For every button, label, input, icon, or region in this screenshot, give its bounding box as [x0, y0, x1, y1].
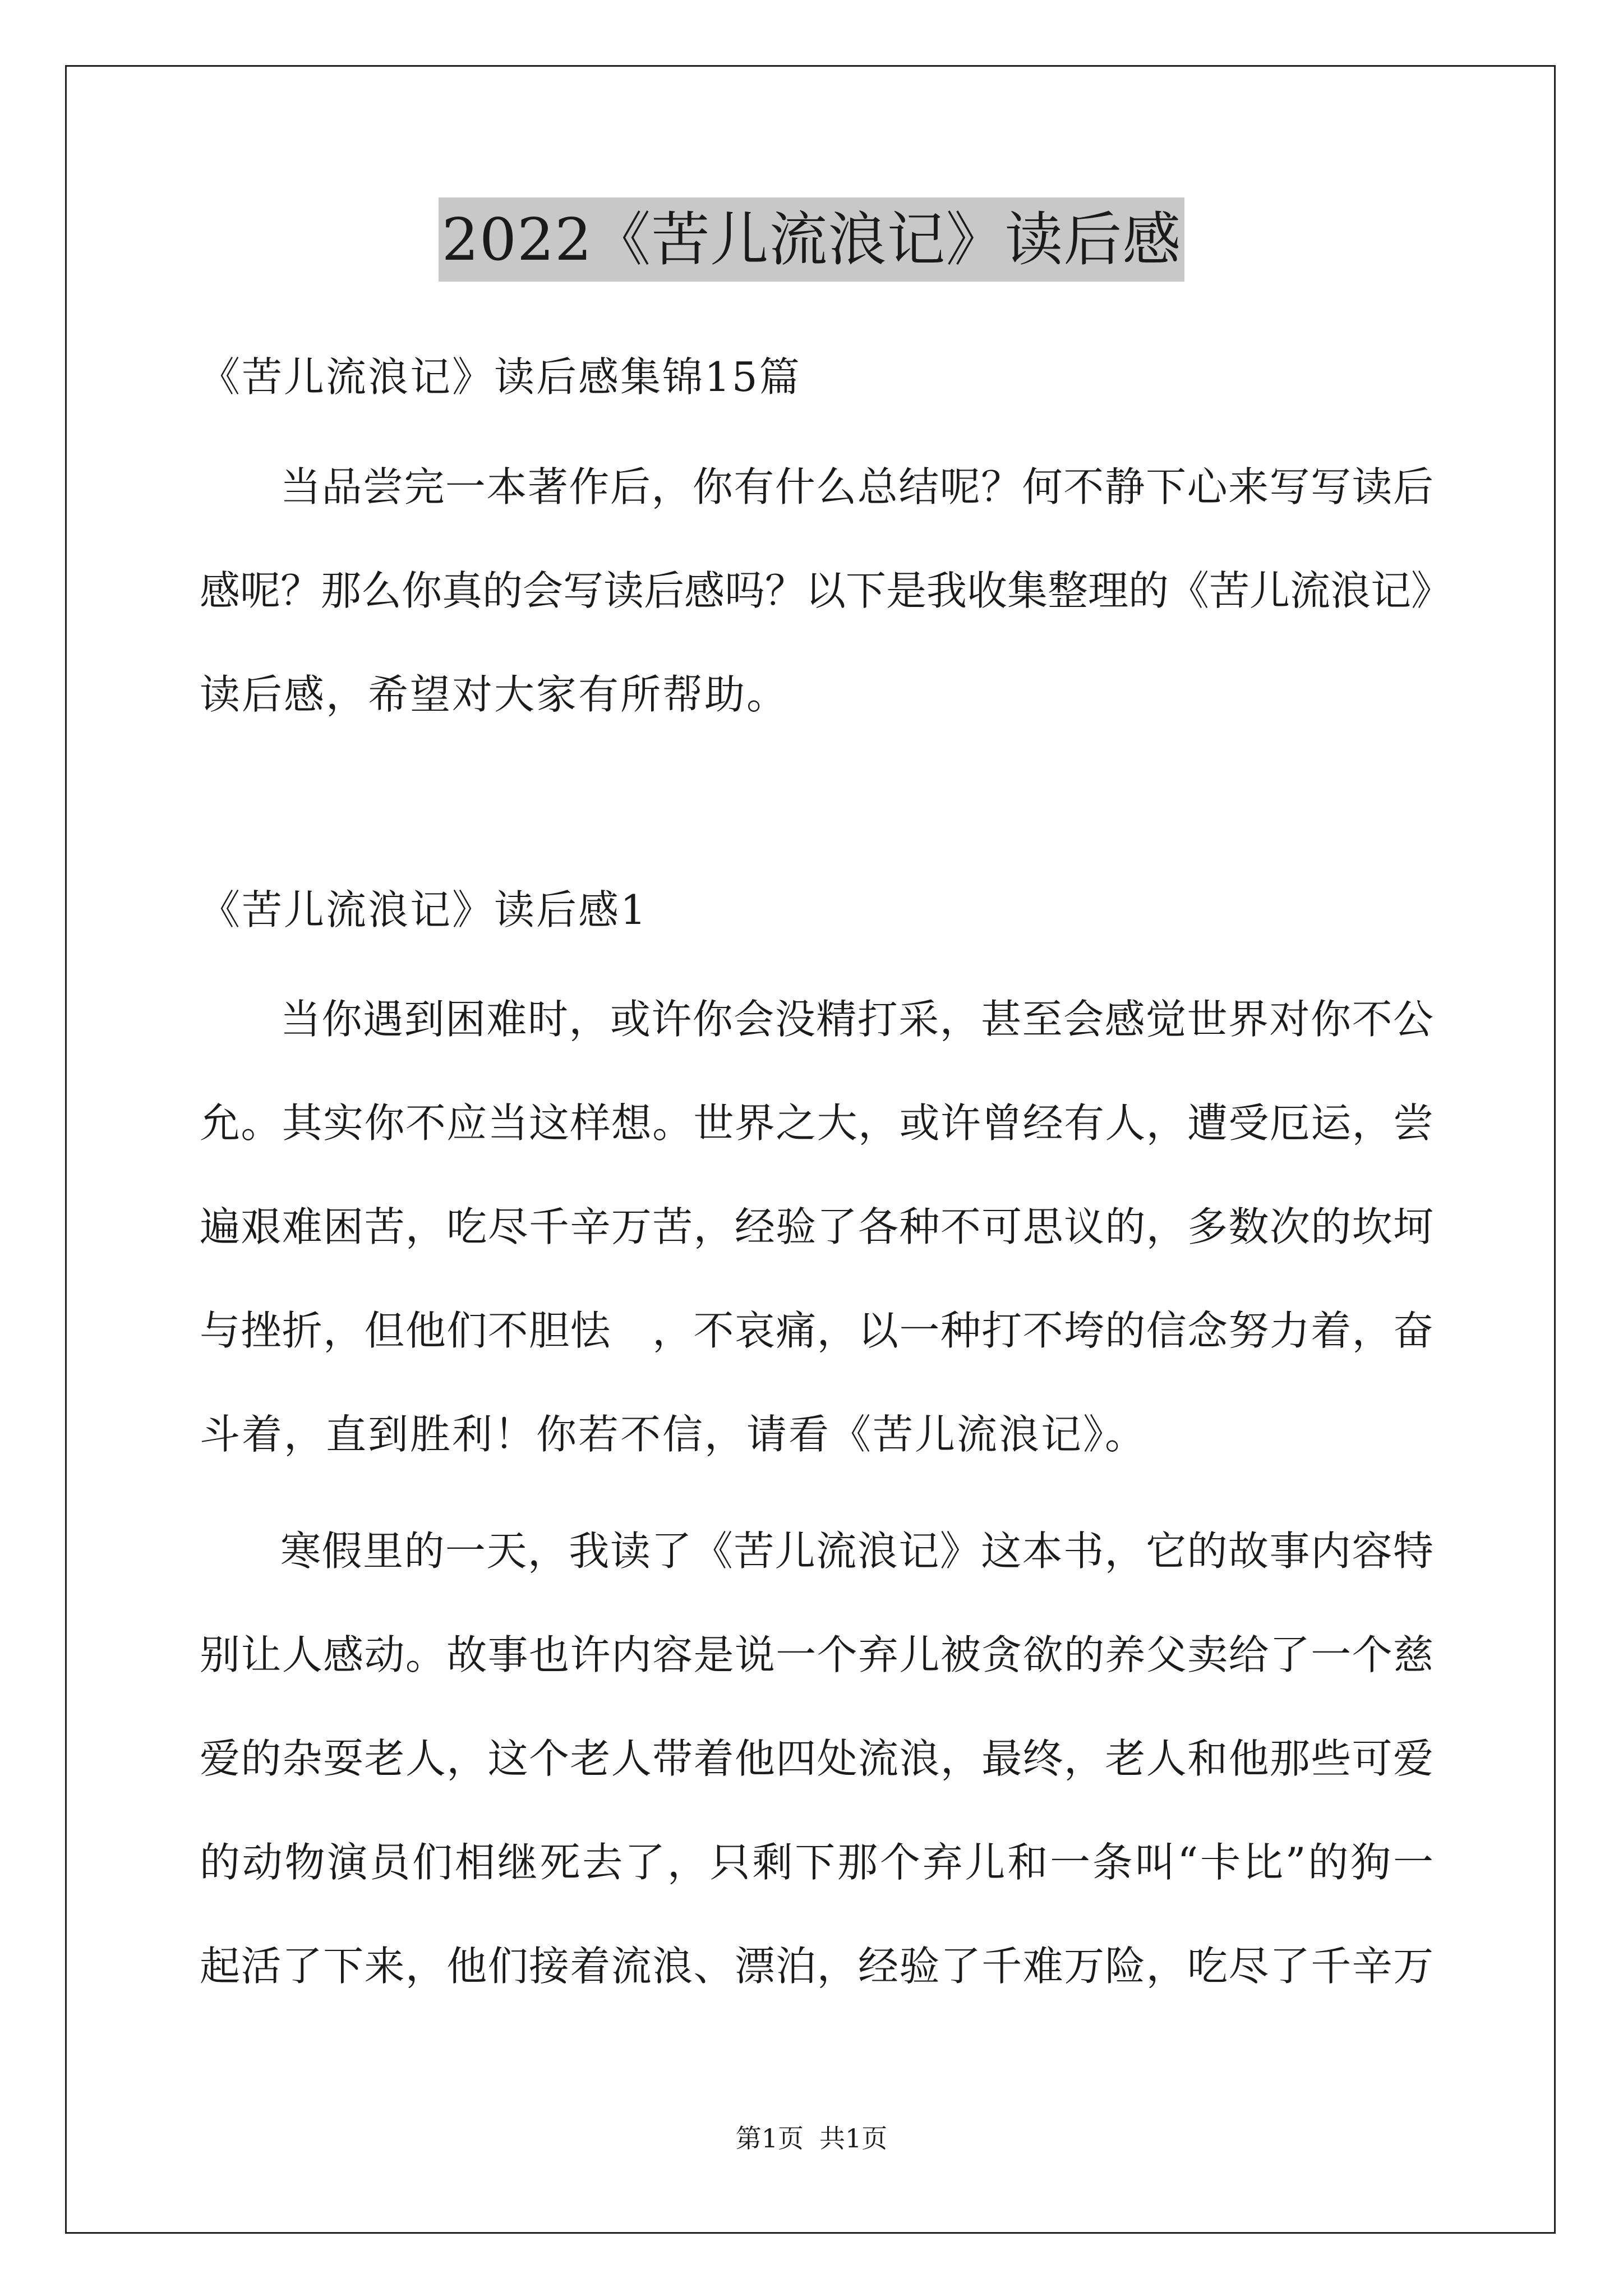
page-footer [0, 2122, 1623, 2155]
section-heading: 《苦儿流浪记》读后感1 [200, 886, 648, 933]
intro-line-1: 当品尝完一本著作后，你有什么总结呢？何不静下心来写写读后 [280, 463, 1433, 510]
document-subtitle: 《苦儿流浪记》读后感集锦15篇 [200, 353, 801, 401]
document-title: 2022《苦儿流浪记》读后感 [439, 197, 1185, 282]
paragraph1-line-4: 与挫折，但他们不胆怯 ，不哀痛，以一种打不垮的信念努力着，奋 [200, 1307, 1433, 1354]
paragraph2-line-5: 起活了下来，他们接着流浪、漂泊，经验了千难万险，吃尽了千辛万 [200, 1943, 1433, 1990]
paragraph2-line-1: 寒假里的一天，我读了《苦儿流浪记》这本书，它的故事内容特 [280, 1527, 1433, 1575]
paragraph1-line-1: 当你遇到困难时，或许你会没精打采，甚至会感觉世界对你不公 [280, 996, 1433, 1043]
title-container [0, 197, 1623, 282]
paragraph2-line-3: 爱的杂耍老人，这个老人带着他四处流浪，最终，老人和他那些可爱 [200, 1735, 1433, 1782]
intro-line-2: 感呢？那么你真的会写读后感吗？以下是我收集整理的《苦儿流浪记》 [200, 567, 1452, 614]
paragraph2-line-4: 的动物演员们相继死去了，只剩下那个弃儿和一条叫“卡比”的狗一 [200, 1839, 1433, 1886]
paragraph1-line-3: 遍艰难困苦，吃尽千辛万苦，经验了各种不可思议的，多数次的坎坷 [200, 1203, 1433, 1250]
paragraph1-line-5: 斗着，直到胜利！你若不信，请看《苦儿流浪记》。 [200, 1411, 1147, 1458]
page-total: 共1页 [819, 2123, 888, 2154]
page-number: 第1页 [735, 2123, 804, 2154]
intro-line-3: 读后感，希望对大家有所帮助。 [200, 671, 789, 718]
paragraph2-line-2: 别让人感动。故事也许内容是说一个弃儿被贪欲的养父卖给了一个慈 [200, 1631, 1433, 1678]
paragraph1-line-2: 允。其实你不应当这样想。世界之大，或许曾经有人，遭受厄运，尝 [200, 1099, 1433, 1147]
